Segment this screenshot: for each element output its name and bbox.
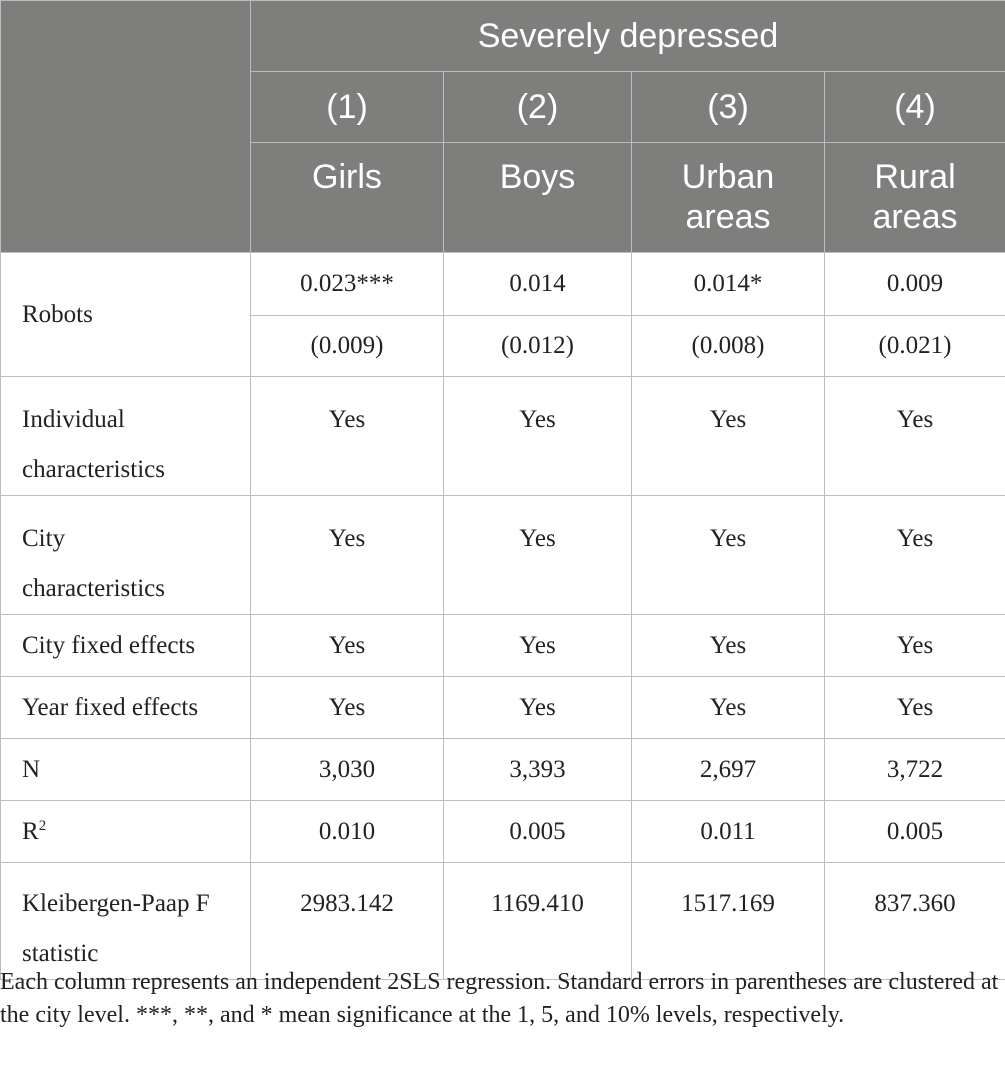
value-cell: 2983.142 — [251, 863, 444, 980]
value-cell: Yes — [444, 496, 632, 615]
value-cell: Yes — [251, 496, 444, 615]
value-cell: Yes — [444, 677, 632, 739]
row-label-n: N — [1, 739, 251, 801]
table-row-year-fe — [1, 677, 1005, 739]
table-row-city-fe — [1, 615, 1005, 677]
row-label-robots: Robots — [1, 253, 251, 377]
column-name: Girls — [251, 143, 444, 253]
value-cell: Yes — [251, 677, 444, 739]
row-label-individual: Individual characteristics — [1, 377, 251, 496]
value-cell: 3,722 — [825, 739, 1005, 801]
value-cell: 3,030 — [251, 739, 444, 801]
se-cell: (0.008) — [632, 316, 825, 377]
column-name: Rural areas — [825, 143, 1005, 253]
value-cell: 837.360 — [825, 863, 1005, 980]
value-cell: 0.005 — [825, 801, 1005, 863]
value-cell: Yes — [632, 677, 825, 739]
table-footnote: Each column represents an independent 2SLS regression. Standard errors in parentheses are clustered at the city level. ***, **, and * mean significance at the 1, 5, and 10% levels, respectively. — [0, 969, 999, 1028]
group-title: Severely depressed — [251, 1, 1005, 72]
value-cell: Yes — [632, 615, 825, 677]
table-row-robots-coef — [1, 253, 1005, 316]
value-cell: 0.011 — [632, 801, 825, 863]
value-cell: Yes — [825, 377, 1005, 496]
value-cell: Yes — [444, 615, 632, 677]
value-cell: 3,393 — [444, 739, 632, 801]
column-number: (4) — [825, 72, 1005, 143]
coef-cell: 0.023*** — [251, 253, 444, 316]
column-number: (1) — [251, 72, 444, 143]
row-label-city-characteristics: City characteristics — [1, 496, 251, 615]
r2-label-superscript: 2 — [38, 817, 47, 834]
coef-cell: 0.014 — [444, 253, 632, 316]
se-cell: (0.012) — [444, 316, 632, 377]
coef-cell: 0.014* — [632, 253, 825, 316]
column-number: (3) — [632, 72, 825, 143]
value-cell: Yes — [251, 377, 444, 496]
row-label-city-fe: City fixed effects — [1, 615, 251, 677]
se-cell: (0.021) — [825, 316, 1005, 377]
value-cell: 1169.410 — [444, 863, 632, 980]
r2-label-text: R — [22, 817, 39, 845]
value-cell: Yes — [632, 377, 825, 496]
row-label-kleibergen-paap: Kleibergen-Paap F statistic — [1, 863, 251, 980]
value-cell: Yes — [825, 677, 1005, 739]
table-row-n — [1, 739, 1005, 801]
value-cell: 0.005 — [444, 801, 632, 863]
coef-cell: 0.009 — [825, 253, 1005, 316]
column-name: Boys — [444, 143, 632, 253]
table-row-individual — [1, 377, 1005, 496]
value-cell: Yes — [632, 496, 825, 615]
column-name: Urban areas — [632, 143, 825, 253]
table-row-r2 — [1, 801, 1005, 863]
row-label-year-fe: Year fixed effects — [1, 677, 251, 739]
value-cell: 1517.169 — [632, 863, 825, 980]
value-cell: Yes — [444, 377, 632, 496]
value-cell: Yes — [825, 496, 1005, 615]
row-label-r2 — [1, 801, 251, 863]
table-row-kleibergen-paap — [1, 863, 1005, 980]
value-cell: Yes — [825, 615, 1005, 677]
value-cell: 2,697 — [632, 739, 825, 801]
table-row-city-characteristics — [1, 496, 1005, 615]
header-corner-cell — [1, 1, 251, 253]
column-number: (2) — [444, 72, 632, 143]
se-cell: (0.009) — [251, 316, 444, 377]
value-cell: Yes — [251, 615, 444, 677]
value-cell: 0.010 — [251, 801, 444, 863]
